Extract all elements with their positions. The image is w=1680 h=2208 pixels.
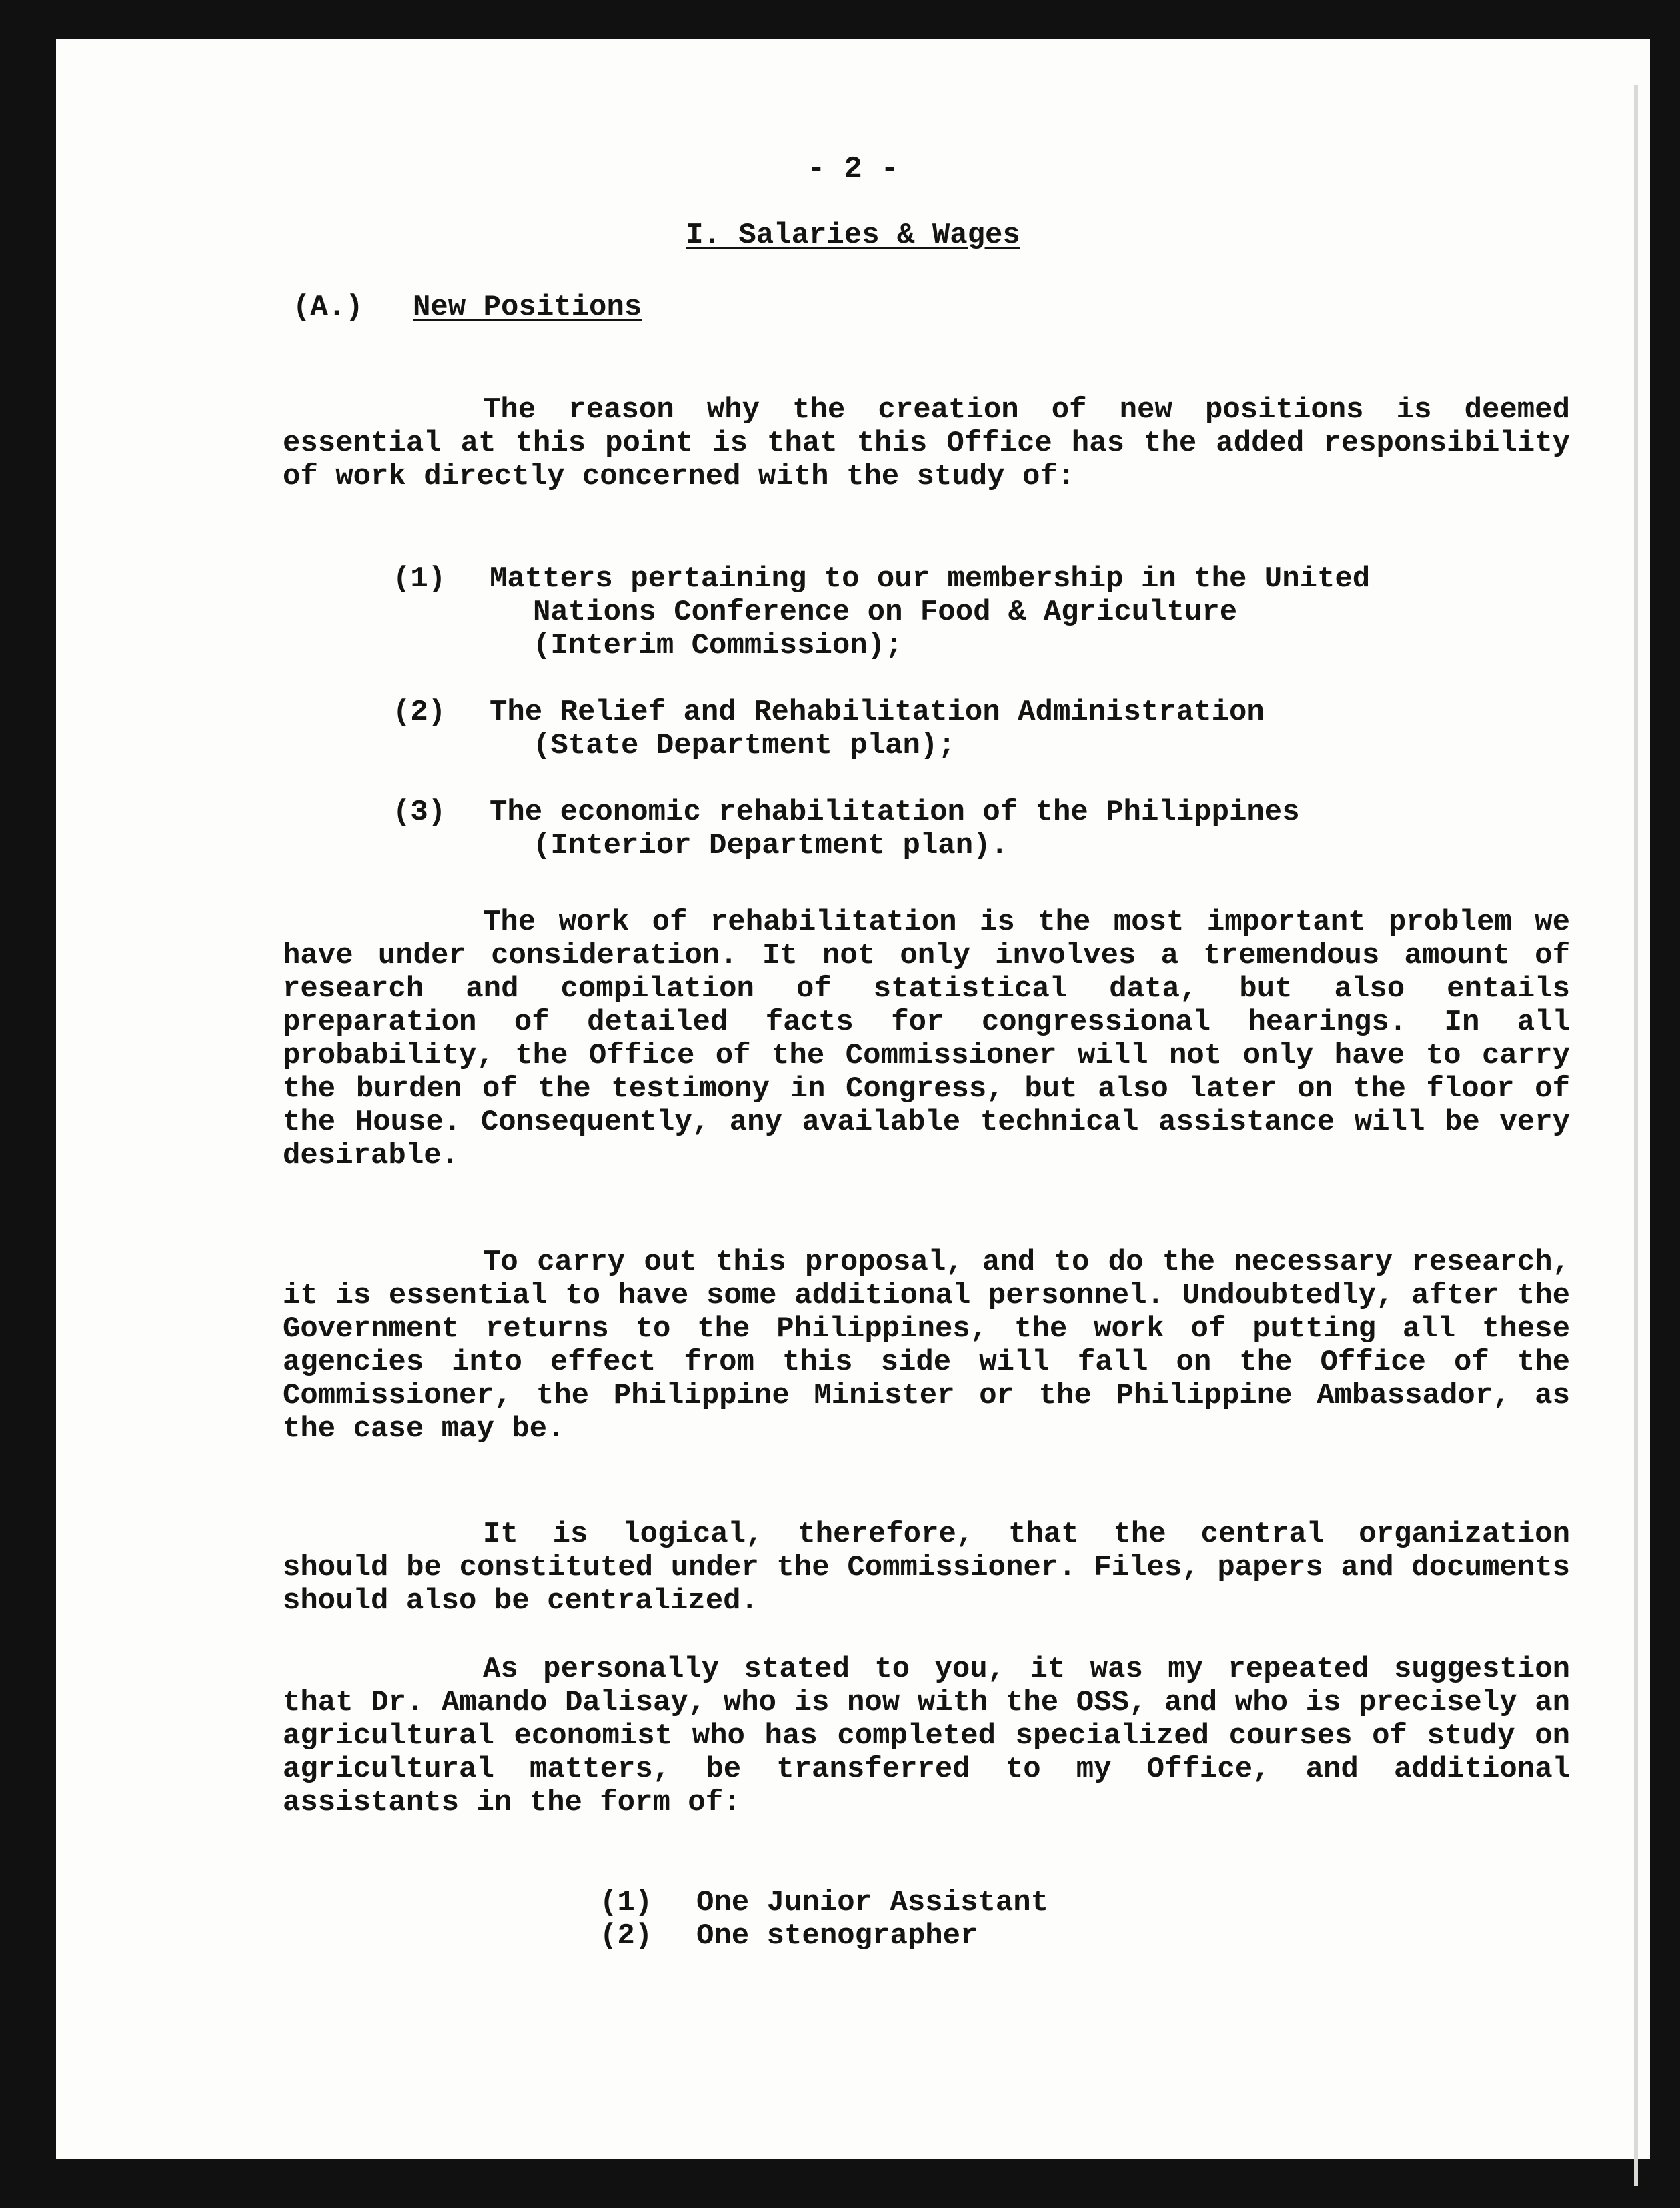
paper-edge — [1634, 85, 1638, 2186]
list-item — [393, 562, 1380, 662]
positions-list — [600, 1886, 1200, 1953]
page-number: - 2 - — [806, 152, 900, 187]
document-page — [56, 39, 1650, 2159]
subsection-heading — [293, 291, 642, 324]
list-item — [393, 696, 1380, 762]
paragraph-suggestion: As personally stated to you, it was my repeated suggestion that Dr. Amando Dalisay, who is now with the OSS, and who is precisely an agricultural economist who has completed specialized courses of study on agricultural matters, be transferred to my Office, and additional assistants in the form of: — [283, 1652, 1570, 1819]
section-title — [56, 219, 1650, 252]
list-item — [600, 1886, 1200, 1919]
paragraph-intro: The reason why the creation of new positions is deemed essential at this point is that this Office has the added responsibility of work directly concerned with the study of: — [283, 393, 1570, 493]
list-item-text: The Relief and Rehabilitation Administration (State Department plan); — [490, 696, 1265, 762]
list-item — [393, 796, 1380, 862]
list-item-number: (2) — [393, 696, 446, 729]
list-item-number: (1) — [393, 562, 446, 596]
list-item-text: The economic rehabilitation of the Philippines (Interior Department plan). — [490, 796, 1300, 862]
paragraph-proposal: To carry out this proposal, and to do the necessary research, it is essential to have some additional personnel. Undoubtedly, after the Government returns to the Philippines, the work of putting all these agencies into effect from this side will fall on the Office of the Commissioner, the Philippine Minister or the Philippine Ambassador, as the case may be. — [283, 1246, 1570, 1446]
study-list — [393, 562, 1380, 896]
list-item-text: One Junior Assistant — [696, 1886, 1049, 1919]
list-item-text: Matters pertaining to our membership in the United Nations Conference on Food & Agriculture (Interim Commission); — [490, 562, 1371, 662]
list-item-number: (3) — [393, 796, 446, 829]
paragraph-logical: It is logical, therefore, that the central organization should be constituted under the Commissioner. Files, papers and documents should also be centralized. — [283, 1518, 1570, 1618]
subsection-marker: (A.) — [293, 291, 363, 324]
list-item-number: (1) — [600, 1886, 653, 1919]
paragraph-rehabilitation: The work of rehabilitation is the most important problem we have under consideration. It not only involves a tremendous amount of research and compilation of statistical data, but also entails preparation of detailed facts for congressional hearings. In all probability, the Office of the Commissioner will not only have to carry the burden of the testimony in Congress, but also later on the floor of the House. Consequently, any available technical assistance will be very desirable. — [283, 906, 1570, 1172]
list-item-text: One stenographer — [696, 1919, 978, 1953]
subsection-title: New Positions — [413, 291, 642, 324]
list-item-number: (2) — [600, 1919, 653, 1953]
list-item — [600, 1919, 1200, 1953]
section-title-text: I. Salaries & Wages — [686, 219, 1020, 252]
